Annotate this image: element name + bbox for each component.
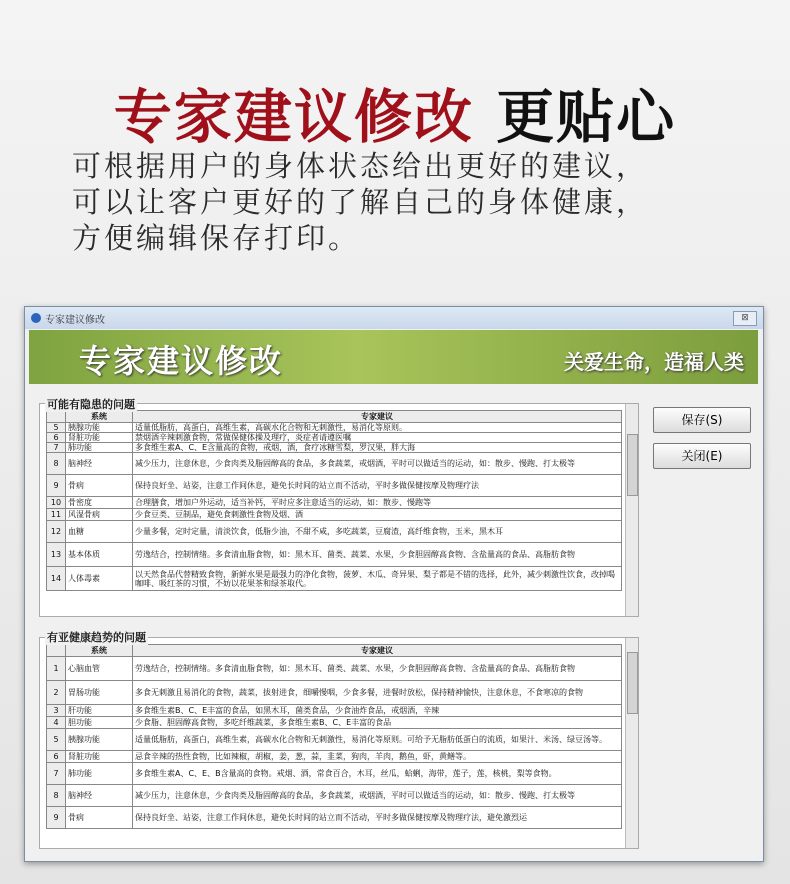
row-advice[interactable]: 少量多餐，定时定量，清淡饮食，低脂少油，不甜不咸，多吃蔬菜，豆腐渣，高纤维食物，玉米，黑木耳 (133, 521, 622, 543)
table-row[interactable] (47, 521, 622, 543)
row-number[interactable]: 5 (47, 423, 66, 433)
close-button[interactable]: 关闭(E) (653, 443, 751, 469)
scrollbar[interactable] (625, 404, 638, 616)
group1-label: 可能有隐患的问题 (47, 398, 135, 411)
row-number[interactable]: 9 (47, 807, 66, 829)
row-advice[interactable]: 减少压力，注意休息，少食肉类及脂固醇高的食品，多食蔬菜，戒烟酒，平时可以做适当的运动，如：散步、慢跑、打太极等 (133, 785, 622, 807)
subtitle (72, 148, 762, 256)
row-number[interactable]: 3 (47, 705, 66, 717)
column-header[interactable]: 专家建议 (133, 645, 622, 657)
table-row[interactable] (47, 807, 622, 829)
row-number[interactable]: 2 (47, 681, 66, 705)
table-row[interactable] (47, 717, 622, 729)
row-system[interactable]: 胃肠功能 (66, 681, 133, 705)
column-header[interactable]: 系统 (66, 645, 133, 657)
row-number[interactable]: 8 (47, 453, 66, 475)
row-system[interactable]: 胆功能 (66, 717, 133, 729)
row-number[interactable]: 1 (47, 657, 66, 681)
row-advice[interactable]: 禁烟酒辛辣刺激食物，常做保健体操及理疗，炎症者请遵医嘱 (133, 433, 622, 443)
row-number[interactable]: 6 (47, 433, 66, 443)
column-header[interactable]: 系统 (66, 411, 133, 423)
table-hidden-risks (46, 410, 622, 591)
row-number[interactable]: 13 (47, 543, 66, 567)
data-table (46, 644, 622, 829)
row-number[interactable]: 11 (47, 509, 66, 521)
group-subhealth (39, 637, 639, 849)
row-system[interactable]: 骨病 (66, 807, 133, 829)
app-icon (31, 313, 41, 323)
table-row[interactable] (47, 751, 622, 763)
row-advice[interactable]: 保持良好坐、站姿，注意工作间休息，避免长时间的站立而不活动，平时多做保健按摩及物理疗法，避免激烈运 (133, 807, 622, 829)
row-system[interactable]: 人体毒素 (66, 567, 133, 591)
row-number[interactable]: 7 (47, 763, 66, 785)
row-system[interactable]: 肾脏功能 (66, 751, 133, 763)
group2-label: 有亚健康趋势的问题 (47, 631, 146, 644)
table-row[interactable] (47, 729, 622, 751)
headline-dark: 更贴心 (496, 83, 677, 151)
row-advice[interactable]: 多食无刺激且易消化的食物，蔬菜，拔射进食，细嚼慢咽，少食多餐，进餐时放松，保持精神愉快，注意休息，不食寒凉的食物 (133, 681, 622, 705)
row-system[interactable]: 肺功能 (66, 443, 133, 453)
row-advice[interactable]: 多食维生素A、C、E、B含量高的食物。戒烟、酒，常食百合，木耳，丝瓜，蛤蜊，海带，莲子，莲，核桃，梨等食物。 (133, 763, 622, 785)
row-advice[interactable]: 适量低脂肪，高蛋白，高维生素，高碳水化合物和无刺激性，易消化等原则。可给予无脂肪低蛋白的流质，如果汁、米汤、绿豆汤等。 (133, 729, 622, 751)
row-number[interactable]: 6 (47, 751, 66, 763)
subtitle-line: 可以让客户更好的了解自己的身体健康， (72, 185, 649, 219)
banner (29, 330, 758, 384)
close-icon[interactable]: ⊠ (733, 311, 757, 326)
row-system[interactable]: 骨病 (66, 475, 133, 497)
subtitle-line: 方便编辑保存打印。 (72, 221, 361, 255)
table-row[interactable] (47, 763, 622, 785)
row-number[interactable]: 7 (47, 443, 66, 453)
row-advice[interactable]: 劳逸结合，控制情绪。多食清血脂食物，如：黑木耳、菌类、蔬菜、水果，少食胆固醇高食物、含盐量高的食品、高脂肪食物 (133, 657, 622, 681)
row-system[interactable]: 脑神经 (66, 453, 133, 475)
row-system[interactable]: 基本体质 (66, 543, 133, 567)
table-row[interactable] (47, 433, 622, 443)
banner-slogan: 关爱生命，造福人类 (564, 350, 744, 374)
row-number[interactable]: 14 (47, 567, 66, 591)
table-row[interactable] (47, 657, 622, 681)
table-row[interactable] (47, 423, 622, 433)
row-advice[interactable]: 劳逸结合，控制情绪。多食清血脂食物，如：黑木耳、菌类、蔬菜、水果，少食胆固醇高食物、含盐量高的食品、高脂肪食物 (133, 543, 622, 567)
banner-title: 专家建议修改 (79, 342, 284, 380)
headline (0, 70, 790, 154)
row-advice[interactable]: 合理膳食，增加户外运动，适当补钙，平时应多注意适当的运动，如：散步、慢跑等 (133, 497, 622, 509)
table-row[interactable] (47, 453, 622, 475)
row-advice[interactable]: 多食维生素B、C、E丰富的食品，如黑木耳，菌类食品，少食油炸食品，戒烟酒，辛辣 (133, 705, 622, 717)
row-system[interactable]: 心脑血管 (66, 657, 133, 681)
row-advice[interactable]: 少食豆类、豆制品，避免食刺激性食物及烟、酒 (133, 509, 622, 521)
row-system[interactable]: 风湿骨病 (66, 509, 133, 521)
row-advice[interactable]: 适量低脂肪，高蛋白，高维生素，高碳水化合物和无刺激性，易消化等原则。 (133, 423, 622, 433)
app-window (24, 306, 764, 862)
table-row[interactable] (47, 567, 622, 591)
table-row[interactable] (47, 509, 622, 521)
table-row[interactable] (47, 497, 622, 509)
row-number[interactable]: 5 (47, 729, 66, 751)
row-advice[interactable]: 忌食辛辣的热性食物，比如辣椒，胡椒，姜，葱，蒜，韭菜，狗肉，羊肉，鹅鱼，虾，黄鳝等。 (133, 751, 622, 763)
data-table (46, 410, 622, 591)
row-system[interactable]: 胰腺功能 (66, 729, 133, 751)
group-hidden-risks (39, 403, 639, 617)
row-system[interactable]: 肾脏功能 (66, 433, 133, 443)
headline-red: 专家建议修改 (113, 83, 474, 151)
row-advice[interactable]: 减少压力，注意休息，少食肉类及脂固醇高的食品，多食蔬菜，戒烟酒，平时可以做适当的运动，如：散步、慢跑、打太极等 (133, 453, 622, 475)
save-button[interactable]: 保存(S) (653, 407, 751, 433)
column-header[interactable]: 专家建议 (133, 411, 622, 423)
title-bar (25, 307, 763, 329)
row-number[interactable]: 12 (47, 521, 66, 543)
row-number[interactable]: 8 (47, 785, 66, 807)
row-system[interactable]: 胰腺功能 (66, 423, 133, 433)
row-advice[interactable]: 以天然食品代替精致食物，新鲜水果是最强力的净化食物，菠萝、木瓜、奇异果、梨子都是不错的选择，此外，减少刺激性饮食，改掉喝咖啡、吸红茶的习惯，不妨以花果茶和绿茶取代。 (133, 567, 622, 591)
row-advice[interactable]: 保持良好坐、站姿，注意工作间休息，避免长时间的站立而不活动，平时多做保健按摩及物理疗法 (133, 475, 622, 497)
row-advice[interactable]: 少食脂、胆固醇高食物，多吃纤维蔬菜，多食维生素B、C、E丰富的食品 (133, 717, 622, 729)
table-row[interactable] (47, 443, 622, 453)
row-number[interactable]: 9 (47, 475, 66, 497)
row-system[interactable]: 脑神经 (66, 785, 133, 807)
table-row[interactable] (47, 543, 622, 567)
row-system[interactable]: 骨密度 (66, 497, 133, 509)
row-system[interactable]: 肺功能 (66, 763, 133, 785)
table-row[interactable] (47, 785, 622, 807)
table-row[interactable] (47, 705, 622, 717)
table-row[interactable] (47, 681, 622, 705)
column-header[interactable] (47, 645, 66, 657)
row-advice[interactable]: 多食维生素A、C、E含量高的食物，戒烟，酒，食疗冰糖雪梨，罗汉果，胖大海 (133, 443, 622, 453)
scrollbar[interactable] (625, 638, 638, 848)
row-number[interactable]: 4 (47, 717, 66, 729)
table-subhealth (46, 644, 622, 829)
subtitle-line: 可根据用户的身体状态给出更好的建议， (72, 149, 649, 183)
row-system[interactable]: 血糖 (66, 521, 133, 543)
row-number[interactable]: 10 (47, 497, 66, 509)
column-header[interactable] (47, 411, 66, 423)
window-title: 专家建议修改 (45, 314, 105, 326)
row-system[interactable]: 肝功能 (66, 705, 133, 717)
table-row[interactable] (47, 475, 622, 497)
